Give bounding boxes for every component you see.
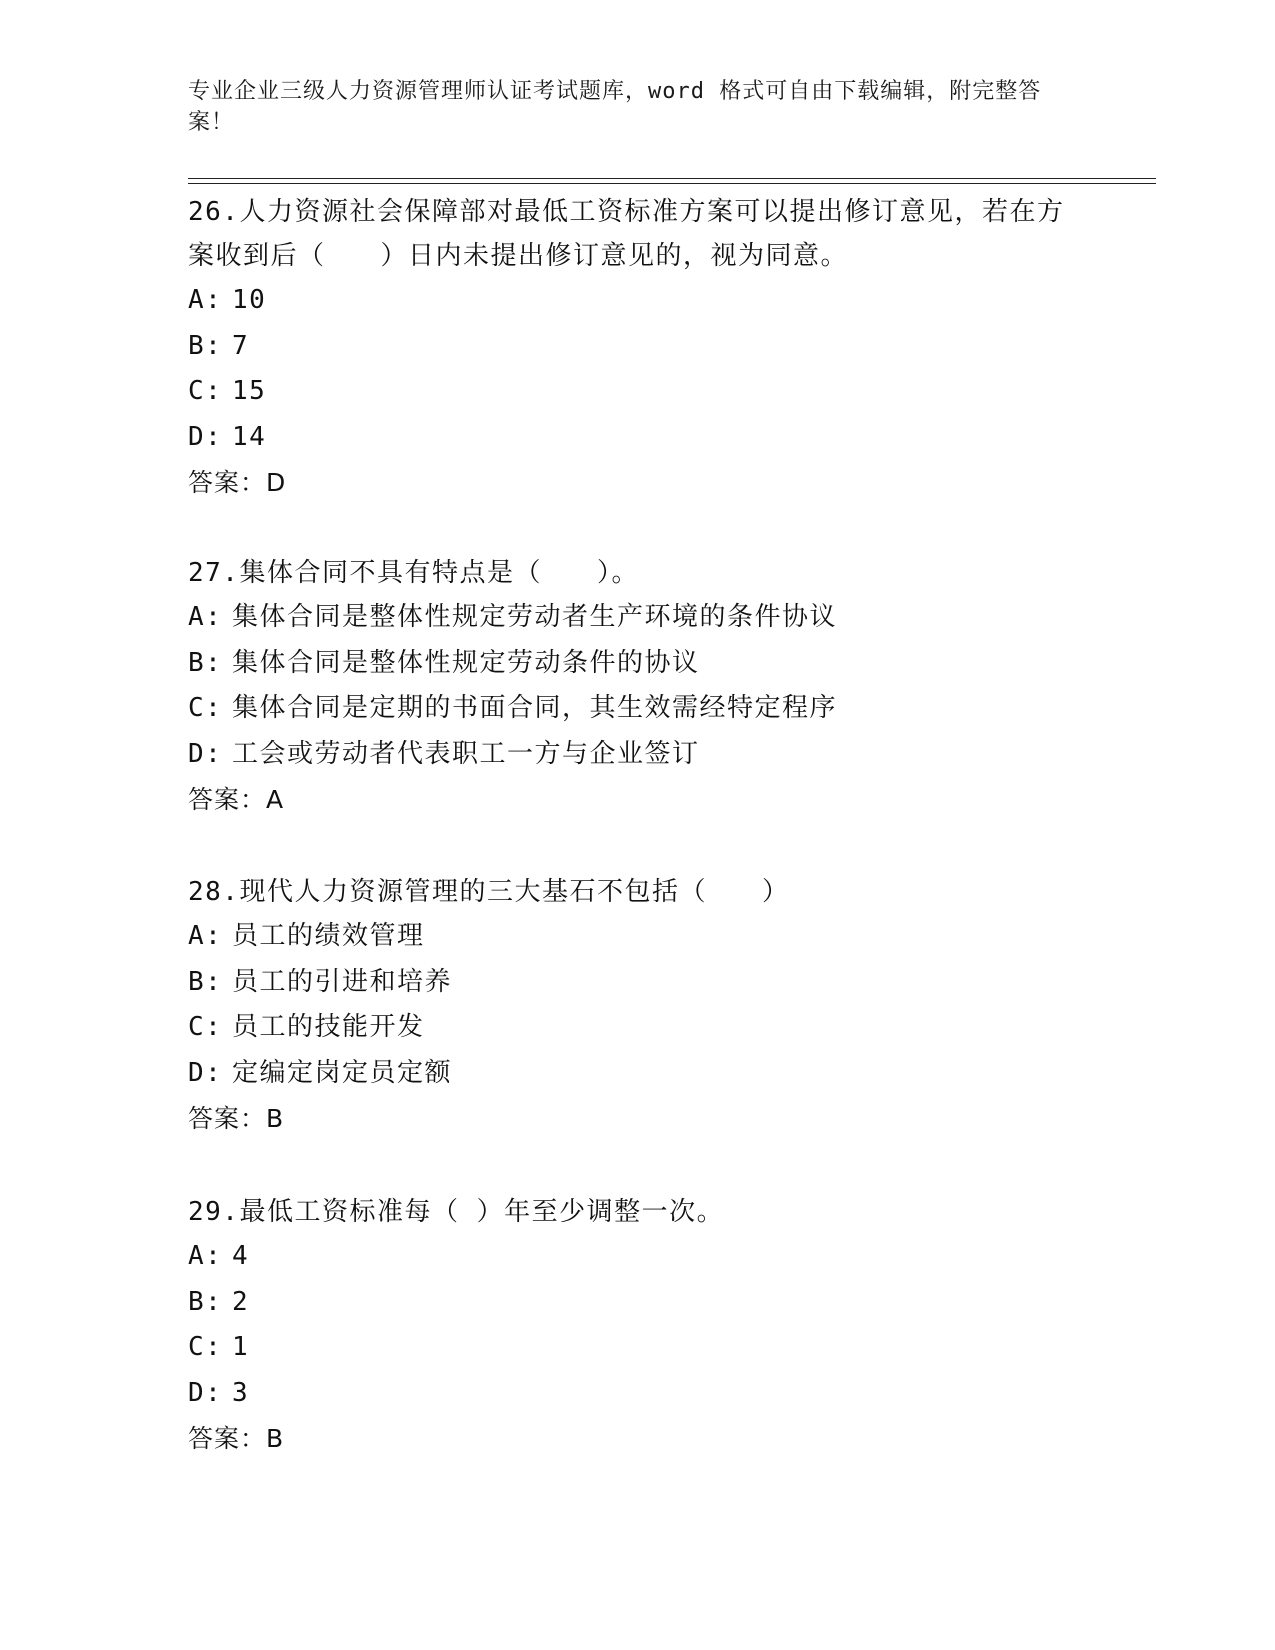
option-text: 员工的绩效管理: [232, 921, 425, 951]
option-b: [188, 1280, 1088, 1326]
option-d: [188, 732, 1088, 778]
option-text: 员工的引进和培养: [232, 966, 453, 997]
option-letter: C:: [188, 1012, 223, 1042]
option-b: [188, 641, 1088, 687]
option-letter: A:: [188, 921, 223, 951]
option-letter: B:: [188, 647, 223, 678]
option-letter: D:: [188, 1377, 223, 1408]
option-c: [188, 1005, 1088, 1051]
option-d: [188, 1051, 1088, 1097]
option-text: 工会或劳动者代表职工一方与企业签订: [232, 738, 700, 769]
option-c: [188, 1325, 1088, 1371]
question-stem: 28.现代人力资源管理的三大基石不包括（ ）: [188, 877, 790, 907]
option-a: [188, 914, 1088, 960]
option-text: 10: [232, 285, 267, 315]
question-stem: 27.集体合同不具有特点是（ ）。: [188, 558, 639, 588]
option-letter: A:: [188, 602, 223, 632]
question-28: [188, 870, 1088, 1142]
option-text: 14: [232, 421, 267, 452]
option-text: 15: [232, 376, 267, 406]
option-d: [188, 415, 1088, 461]
option-text: 集体合同是整体性规定劳动者生产环境的条件协议: [232, 602, 838, 632]
option-letter: D:: [188, 738, 223, 769]
option-text: 集体合同是整体性规定劳动条件的协议: [232, 647, 700, 678]
option-b: [188, 960, 1088, 1006]
option-text: 定编定岗定员定额: [232, 1057, 453, 1088]
question-stem: 26.人力资源社会保障部对最低工资标准方案可以提出修订意见，若在方案收到后（ ）日内未提出修订意见的，视为同意。: [188, 197, 1065, 271]
option-c: [188, 686, 1088, 732]
option-letter: A:: [188, 1241, 223, 1271]
option-text: 员工的技能开发: [232, 1012, 425, 1042]
option-letter: B:: [188, 966, 223, 997]
option-d: [188, 1371, 1088, 1417]
option-c: [188, 369, 1088, 415]
header-divider-line-secondary: [188, 183, 1156, 184]
answer-line: 答案：B: [188, 1104, 285, 1133]
question-27: [188, 551, 1088, 823]
answer-line: 答案：A: [188, 785, 285, 814]
option-text: 7: [232, 330, 250, 361]
option-letter: C:: [188, 1332, 223, 1362]
question-26: [188, 190, 1088, 506]
option-b: [188, 324, 1088, 370]
option-letter: B:: [188, 1286, 223, 1317]
option-text: 1: [232, 1332, 250, 1362]
option-text: 3: [232, 1377, 250, 1408]
question-29: [188, 1190, 1088, 1462]
option-text: 集体合同是定期的书面合同，其生效需经特定程序: [232, 693, 838, 723]
option-a: [188, 1234, 1088, 1280]
option-text: 2: [232, 1286, 250, 1317]
question-stem: 29.最低工资标准每（ ）年至少调整一次。: [188, 1197, 725, 1227]
option-letter: D:: [188, 1057, 223, 1088]
option-letter: B:: [188, 330, 223, 361]
option-letter: C:: [188, 376, 223, 406]
header-divider-line: [188, 178, 1156, 179]
option-a: [188, 278, 1088, 324]
option-text: 4: [232, 1241, 250, 1271]
answer-line: 答案：D: [188, 468, 287, 497]
answer-line: 答案：B: [188, 1424, 285, 1453]
option-letter: C:: [188, 693, 223, 723]
document-header-title: 专业企业三级人力资源管理师认证考试题库，word 格式可自由下载编辑，附完整答案！: [188, 79, 1042, 135]
option-a: [188, 595, 1088, 641]
option-letter: A:: [188, 285, 223, 315]
option-letter: D:: [188, 421, 223, 452]
